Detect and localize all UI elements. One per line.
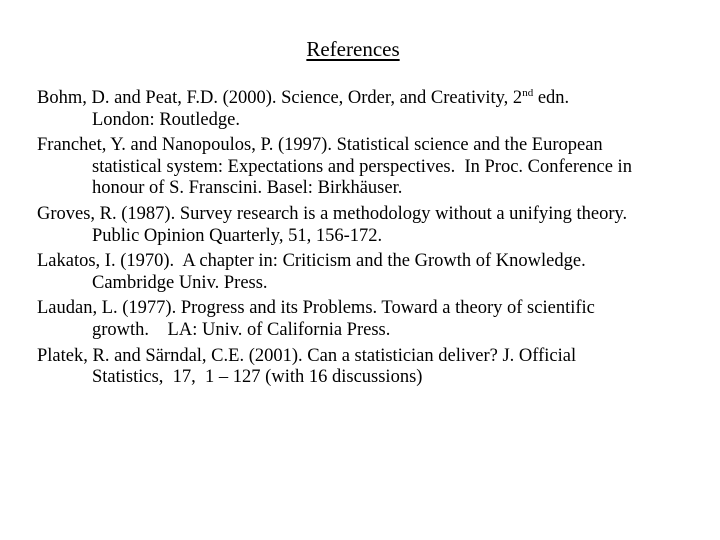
reference-item	[37, 251, 717, 294]
reference-line: honour of S. Franscini. Basel: Birkhäuser.	[92, 178, 403, 199]
reference-text: edn.	[533, 88, 570, 108]
reference-line: Lakatos, I. (1970). A chapter in: Criticism and the Growth of Knowledge.	[37, 251, 586, 272]
reference-item	[37, 135, 717, 200]
reference-line: growth. LA: Univ. of California Press.	[92, 319, 391, 340]
reference-list	[37, 88, 717, 393]
reference-text: Bohm, D. and Peat, F.D. (2000). Science, Order, and Creativity, 2	[37, 88, 523, 108]
reference-line: Cambridge Univ. Press.	[92, 272, 268, 293]
page-title: References	[306, 37, 400, 61]
reference-line: Franchet, Y. and Nanopoulos, P. (1997). Statistical science and the European	[37, 135, 603, 156]
superscript: nd	[522, 87, 534, 99]
reference-line: statistical system: Expectations and perspectives. In Proc. Conference in	[92, 156, 632, 177]
reference-item	[37, 346, 717, 389]
reference-item	[37, 298, 717, 341]
reference-item	[37, 204, 717, 247]
reference-line: Public Opinion Quarterly, 51, 156-172.	[92, 225, 383, 246]
reference-line: Platek, R. and Särndal, C.E. (2001). Can a statistician deliver? J. Official	[37, 345, 577, 366]
reference-line	[37, 88, 717, 110]
reference-line: Groves, R. (1987). Survey research is a methodology without a unifying theory.	[37, 203, 628, 224]
reference-line: Statistics, 17, 1 – 127 (with 16 discussions)	[92, 367, 423, 388]
reference-item	[37, 88, 717, 131]
reference-line: London: Routledge.	[92, 109, 240, 130]
reference-line: Laudan, L. (1977). Progress and its Problems. Toward a theory of scientific	[37, 298, 595, 319]
